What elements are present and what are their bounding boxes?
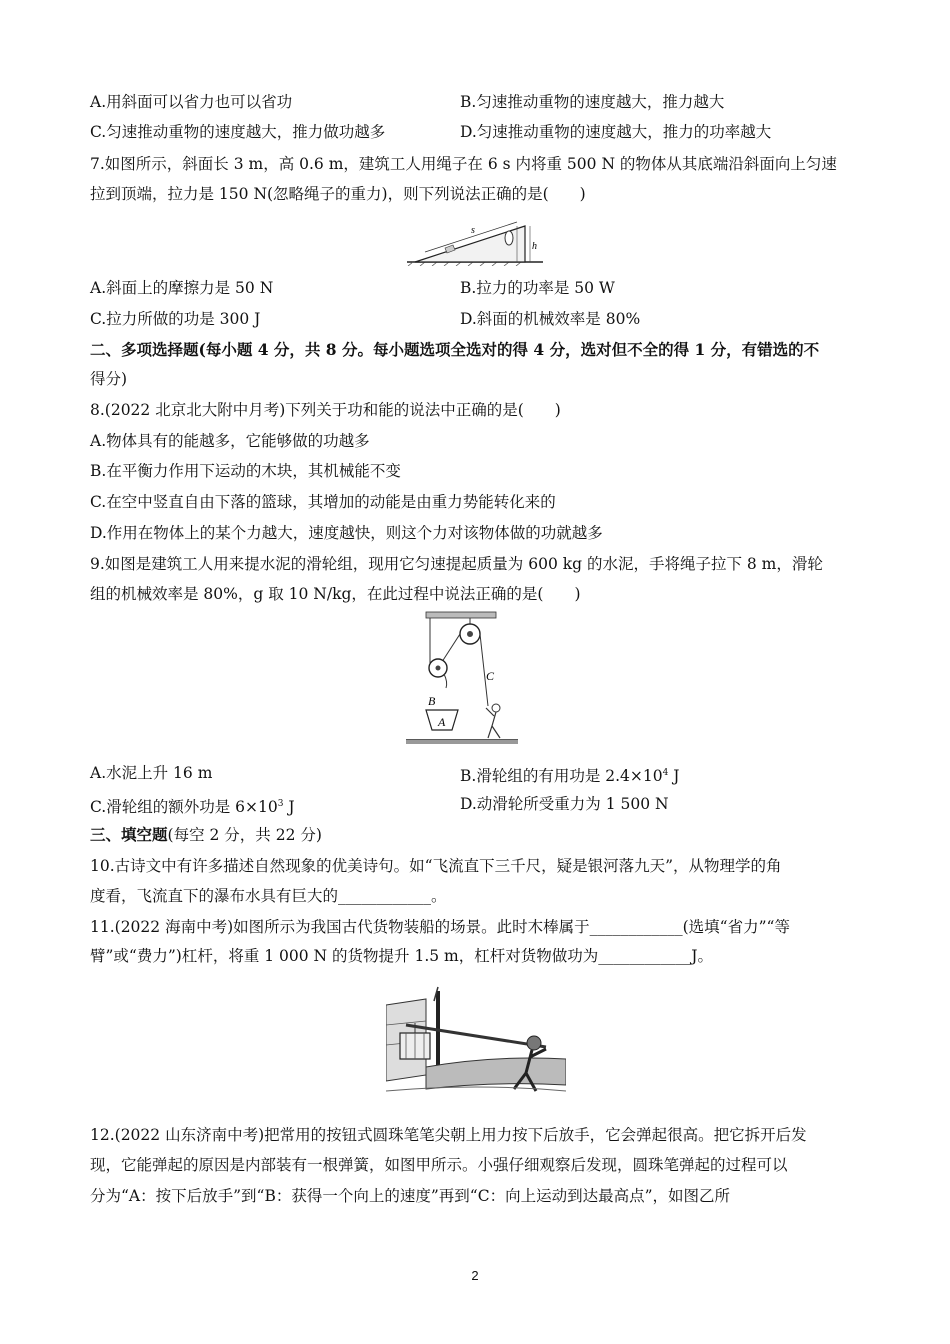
q8-option-b: B.在平衡力作用下运动的木块，其机械能不变 (90, 462, 401, 480)
q7-option-c: C.拉力所做的功是 300 J (90, 310, 261, 328)
section3-heading: 三、填空题(每空 2 分，共 22 分) (90, 825, 322, 844)
q9-option-d: D.动滑轮所受重力为 1 500 N (460, 795, 669, 813)
pulley-label-b: B (428, 694, 436, 708)
q8-option-a: A.物体具有的能越多，它能够做的功越多 (90, 432, 370, 450)
q7-option-d: D.斜面的机械效率是 80% (460, 310, 641, 328)
q9-stem-line2: 组的机械效率是 80%，g 取 10 N/kg，在此过程中说法正确的是( ) (90, 585, 581, 603)
q8-stem: 8.(2022 北京北大附中月考)下列关于功和能的说法中正确的是( ) (90, 401, 561, 419)
q7-option-a: A.斜面上的摩擦力是 50 N (90, 279, 274, 297)
incline-label-s: s (471, 225, 475, 236)
pulley-label-c: C (486, 669, 495, 683)
q11-stem-line1: 11.(2022 海南中考)如图所示为我国古代货物装船的场景。此时木棒属于____________(选填“省力”“等 (90, 918, 790, 936)
ship-loading-figure (386, 985, 566, 1105)
section2-heading-cont: 得分) (90, 370, 128, 388)
q6-option-c: C.匀速推动重物的速度越大，推力做功越多 (90, 123, 386, 141)
q10-stem-line1: 10.古诗文中有许多描述自然现象的优美诗句。如“飞流直下三千尺，疑是银河落九天”，从物理学的角 (90, 857, 782, 875)
q7-stem-line1: 7.如图所示，斜面长 3 m，高 0.6 m，建筑工人用绳子在 6 s 内将重 500 N 的物体从其底端沿斜面向上匀速 (90, 155, 837, 173)
q11-stem-line2: 臂”或“费力”)杠杆，将重 1 000 N 的货物提升 1.5 m，杠杆对货物做功为____________J。 (90, 947, 713, 965)
q6-option-b: B.匀速推动重物的速度越大，推力越大 (460, 93, 725, 111)
q9-option-b: B.滑轮组的有用功是 $2.4\times 10^4$ J (460, 767, 680, 786)
q12-stem-line2: 现，它能弹起的原因是内部装有一根弹簧，如图甲所示。小强仔细观察后发现，圆珠笔弹起的过程可以 (90, 1156, 788, 1174)
pulley-label-a: A (438, 715, 446, 729)
q9-stem-line1: 9.如图是建筑工人用来提水泥的滑轮组，现用它匀速提起质量为 600 kg 的水泥，手将绳子拉下 8 m，滑轮 (90, 555, 823, 573)
q12-stem-line3: 分为“A：按下后放手”到“B：获得一个向上的速度”再到“C：向上运动到达最高点”，如图乙所 (90, 1187, 730, 1205)
page-number: 2 (471, 1268, 479, 1283)
q7-stem-line2: 拉到顶端，拉力是 150 N(忽略绳子的重力)，则下列说法正确的是( ) (90, 185, 586, 203)
incline-label-h: h (532, 241, 537, 252)
q10-stem-line2: 度看，飞流直下的瀑布水具有巨大的____________。 (90, 887, 447, 905)
q9-option-c: C.滑轮组的额外功是 $6\times 10^3$ J (90, 798, 295, 817)
incline-figure (405, 216, 545, 266)
q6-option-d: D.匀速推动重物的速度越大，推力的功率越大 (460, 123, 772, 141)
section2-heading: 二、多项选择题(每小题 4 分，共 8 分。每小题选项全选对的得 4 分，选对但不全的得 1 分，有错选的不 (90, 340, 820, 359)
q9-option-a: A.水泥上升 16 m (90, 764, 213, 782)
q8-option-d: D.作用在物体上的某个力越大，速度越快，则这个力对该物体做的功就越多 (90, 524, 603, 542)
q6-option-a: A.用斜面可以省力也可以省功 (90, 93, 293, 111)
pulley-figure (400, 610, 530, 750)
q8-option-c: C.在空中竖直自由下落的篮球，其增加的动能是由重力势能转化来的 (90, 493, 556, 511)
q12-stem-line1: 12.(2022 山东济南中考)把常用的按钮式圆珠笔笔尖朝上用力按下后放手，它会弹起很高。把它拆开后发 (90, 1126, 807, 1144)
q7-option-b: B.拉力的功率是 50 W (460, 279, 615, 297)
